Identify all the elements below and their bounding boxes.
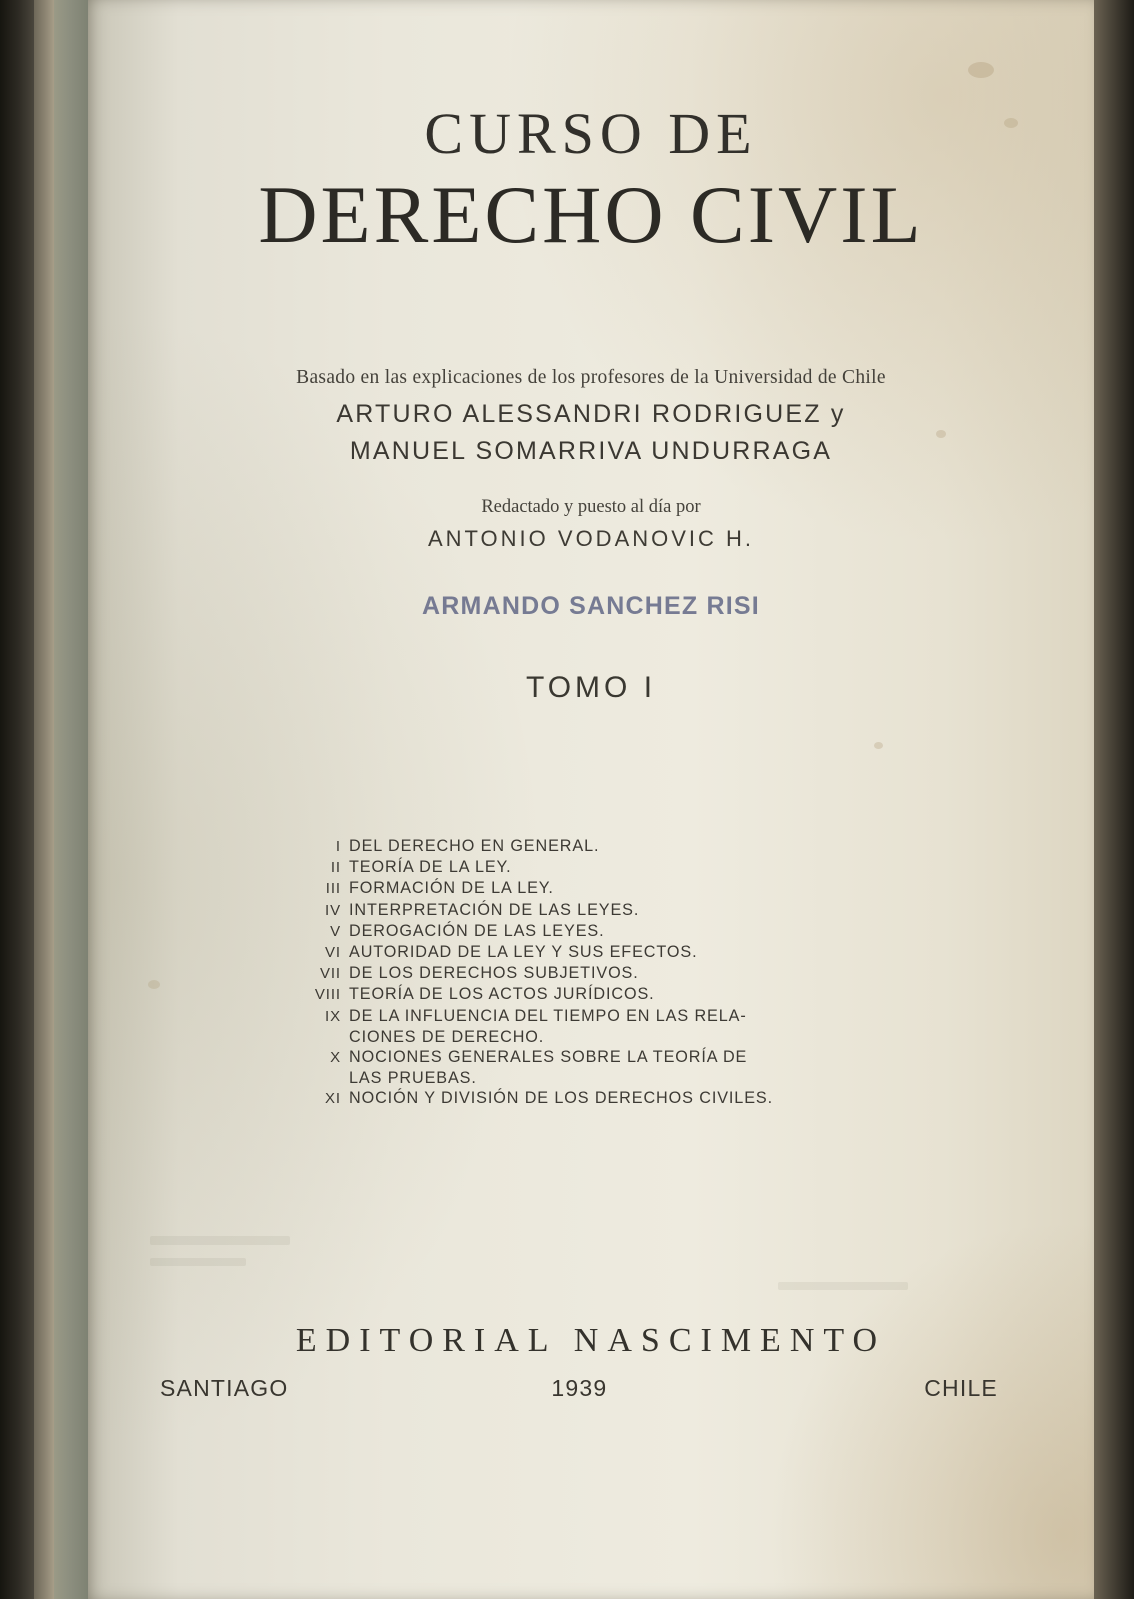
- toc-entry: [283, 1006, 903, 1027]
- toc-entry-title: TEORÍA DE LOS ACTOS JURÍDICOS.: [349, 985, 655, 1004]
- toc-entry-title: DEROGACIÓN DE LAS LEYES.: [349, 921, 605, 940]
- toc-entry: [283, 984, 903, 1005]
- volume-label: TOMO I: [525, 671, 657, 704]
- table-of-contents: [283, 836, 903, 1110]
- imprint-city: SANTIAGO: [160, 1375, 289, 1401]
- toc-entry: [283, 857, 903, 878]
- toc-entry-number: IX: [325, 1007, 341, 1025]
- toc-entry: [283, 1047, 903, 1068]
- toc-entry-number: XI: [325, 1090, 341, 1108]
- title-page: [88, 0, 1094, 1599]
- toc-entry-title: TEORÍA DE LA LEY.: [349, 858, 512, 877]
- toc-entry: [283, 963, 903, 984]
- book-board-strip: [54, 0, 88, 1599]
- toc-entry-number: VII: [319, 965, 341, 983]
- toc-entry-title: DEL DERECHO EN GENERAL.: [349, 837, 600, 855]
- toc-entry: [283, 921, 903, 942]
- redacted-by-label: Redactado y puesto al día por: [481, 497, 701, 517]
- ownership-stamp: ARMANDO SANCHEZ RISI: [422, 592, 760, 620]
- imprint-line: [160, 1375, 998, 1402]
- book-title-line-2: DERECHO CIVIL: [258, 169, 924, 260]
- toc-entry-title: NOCIÓN Y DIVISIÓN DE LOS DERECHOS CIVILES.: [349, 1089, 773, 1108]
- toc-entry-number: II: [330, 859, 341, 877]
- toc-entry-title: NOCIONES GENERALES SOBRE LA TEORÍA DE: [349, 1048, 748, 1067]
- author-name-2: MANUEL SOMARRIVA UNDURRAGA: [349, 437, 833, 465]
- toc-entry-continuation: CIONES DE DERECHO.: [349, 1027, 545, 1046]
- based-on-note: Basado en las explicaciones de los profesores de la Universidad de Chile: [296, 367, 886, 388]
- toc-entry-title: DE LOS DERECHOS SUBJETIVOS.: [349, 964, 639, 983]
- toc-entry: [283, 942, 903, 963]
- toc-entry-number: III: [325, 880, 341, 898]
- toc-entry-number: VIII: [314, 986, 341, 1004]
- toc-entry-continuation: LAS PRUEBAS.: [349, 1069, 477, 1088]
- spine-shadow: [0, 0, 34, 1599]
- toc-entry-number: IV: [325, 901, 341, 919]
- imprint-country: CHILE: [924, 1375, 998, 1401]
- toc-entry-number: VI: [325, 944, 341, 962]
- toc-entry: [283, 878, 903, 899]
- toc-entry: [283, 1088, 903, 1109]
- toc-entry-title: INTERPRETACIÓN DE LAS LEYES.: [349, 900, 640, 919]
- toc-entry-number: X: [330, 1049, 341, 1067]
- redactor-name: ANTONIO VODANOVIC H.: [427, 526, 755, 551]
- toc-entry-title: FORMACIÓN DE LA LEY.: [349, 879, 554, 898]
- toc-entry-number: V: [330, 922, 341, 940]
- publisher-name: EDITORIAL NASCIMENTO: [295, 1322, 887, 1359]
- toc-entry: [283, 900, 903, 921]
- toc-entry-title: AUTORIDAD DE LA LEY Y SUS EFECTOS.: [349, 943, 698, 962]
- toc-entry-number: I: [335, 838, 341, 855]
- toc-entry: [283, 836, 903, 857]
- author-name-1: ARTURO ALESSANDRI RODRIGUEZ y: [336, 400, 846, 428]
- toc-entry-title: DE LA INFLUENCIA DEL TIEMPO EN LAS RELA-: [349, 1006, 747, 1025]
- imprint-year: 1939: [551, 1375, 608, 1401]
- book-title-line-1: CURSO DE: [424, 101, 758, 166]
- spine-edge: [34, 0, 54, 1599]
- book-right-edge: [1094, 0, 1134, 1599]
